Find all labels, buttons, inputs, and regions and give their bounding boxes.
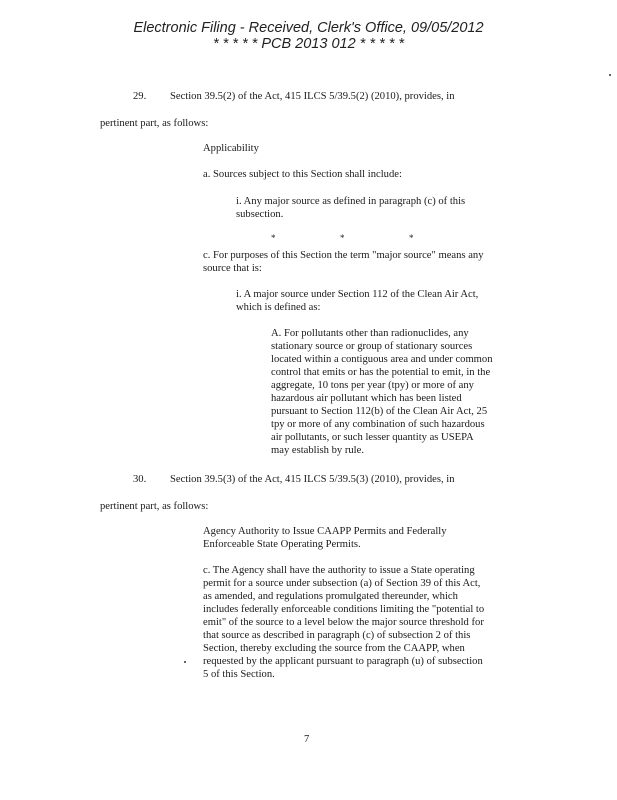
quote-item-c [203,249,484,275]
quote-line: control that emits or has the potential to emit, in the [271,367,491,378]
page-number: 7 [304,734,310,745]
quote-item-a-i [236,195,465,221]
filing-stamp-line2: * * * * * PCB 2013 012 * * * * * [212,36,405,52]
quote-line: which is defined as: [236,302,321,313]
quote-line: source that is: [203,263,262,274]
paragraph-29-text: Section 39.5(2) of the Act, 415 ILCS 5/39.5(2) (2010), provides, in [170,91,455,102]
paragraph-30-text: Section 39.5(3) of the Act, 415 ILCS 5/39.5(3) (2010), provides, in [170,474,455,485]
ellipsis-star: * [409,233,414,243]
quote-line: i. A major source under Section 112 of the Clean Air Act, [236,289,479,300]
quote-line: includes federally enforceable conditions limiting the "potential to [203,604,485,615]
paragraph-29-continuation: pertinent part, as follows: [100,118,209,129]
quote-line: subsection. [236,209,284,220]
quote-line: located within a contiguous area and under common [271,354,493,365]
quote-line: that source as described in paragraph (c) of subsection 2 of this [203,630,471,641]
quote-line: Section, thereby excluding the source from the CAAPP, when [203,643,465,654]
quote-heading-agency-authority [203,525,447,551]
quote-line: as amended, and regulations promulgated thereunder, which [203,591,458,602]
quote-heading-applicability: Applicability [203,143,259,154]
quote-item-c-i [236,288,478,314]
quote-line: A. For pollutants other than radionuclides, any [271,328,469,339]
quote-line: stationary source or group of stationary sources [271,341,473,352]
quote-line: tpy or more of any combination of such hazardous [271,419,485,430]
quote-line: requested by the applicant pursuant to paragraph (u) of subsection [203,656,483,667]
ellipsis-star: * [271,233,276,243]
paragraph-29-number: 29. [133,91,147,102]
quote-line: 5 of this Section. [203,669,275,680]
quote-line: Enforceable State Operating Permits. [203,539,361,550]
quote-line: aggregate, 10 tons per year (tpy) or more of any [271,380,474,391]
quote-line: pursuant to Section 112(b) of the Clean Air Act, 25 [271,406,488,417]
quote-line: emit" of the source to a level below the major source threshold for [203,617,484,628]
quote-line: hazardous air pollutant which has been listed [271,393,462,404]
ellipsis-star: * [340,233,345,243]
scan-speck [184,661,186,663]
paragraph-30-number: 30. [133,474,147,485]
quote-line: c. The Agency shall have the authority to issue a State operating [203,565,475,576]
quote-item-A [271,327,493,457]
quote-line: Agency Authority to Issue CAAPP Permits and Federally [203,526,447,537]
quote2-item-c [203,564,484,681]
quote-line: may establish by rule. [271,445,364,456]
quote-line: i. Any major source as defined in paragraph (c) of this [236,196,466,207]
quote-line: air pollutants, or such lesser quantity as USEPA [271,432,474,443]
quote-item-a: a. Sources subject to this Section shall include: [203,169,402,180]
scan-speck [609,74,611,76]
filing-stamp-line1: Electronic Filing - Received, Clerk's Office, 09/05/2012 [133,20,484,36]
paragraph-30-continuation: pertinent part, as follows: [100,501,209,512]
quote-line: permit for a source under subsection (a) of Section 39 of this Act, [203,578,481,589]
quote-line: c. For purposes of this Section the term "major source" means any [203,250,484,261]
